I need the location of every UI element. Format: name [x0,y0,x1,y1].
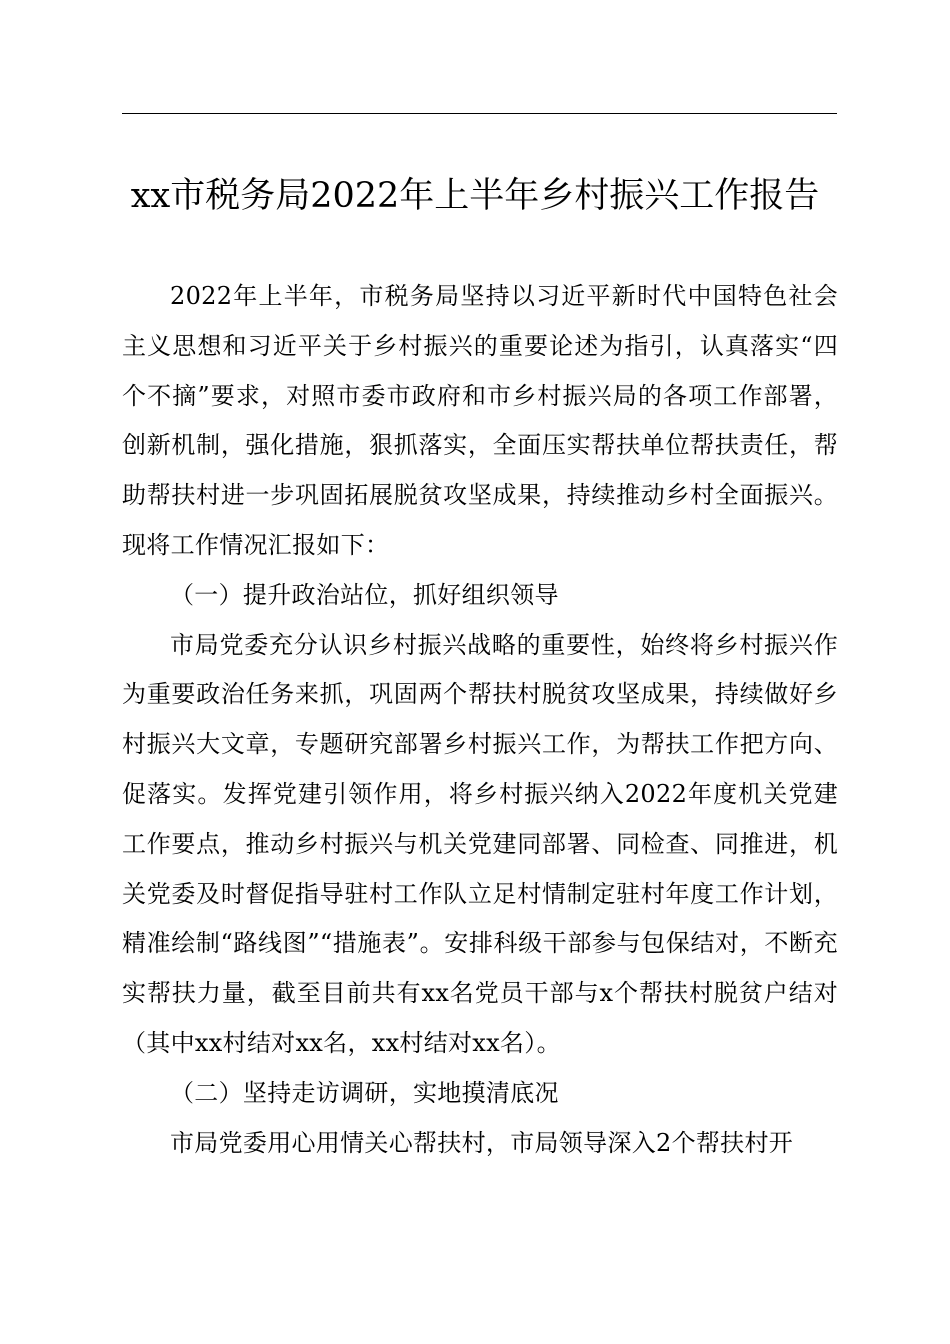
paragraph-intro: 2022年上半年，市税务局坚持以习近平新时代中国特色社会主义思想和习近平关于乡村振兴的重要论述为指引，认真落实“四个不摘”要求，对照市委市政府和市乡村振兴局的各项工作部署，创新机制，强化措施，狠抓落实，全面压实帮扶单位帮扶责任，帮助帮扶村进一步巩固拓展脱贫攻坚成果，持续推动乡村全面振兴。现将工作情况汇报如下： [122,282,838,559]
header-rule [122,113,837,114]
document-title: xx市税务局2022年上半年乡村振兴工作报告 [130,176,820,216]
document-body [122,272,838,1168]
section-heading-2: （二）坚持走访调研，实地摸清底况 [170,1078,559,1107]
section-heading-1: （一）提升政治站位，抓好组织领导 [170,580,559,609]
paragraph-section-1: 市局党委充分认识乡村振兴战略的重要性，始终将乡村振兴作为重要政治任务来抓，巩固两个帮扶村脱贫攻坚成果，持续做好乡村振兴大文章，专题研究部署乡村振兴工作，为帮扶工作把方向、促落实。发挥党建引领作用，将乡村振兴纳入2022年度机关党建工作要点，推动乡村振兴与机关党建同部署、同检查、同推进，机关党委及时督促指导驻村工作队立足村情制定驻村年度工作计划，精准绘制“路线图”“措施表”。安排科级干部参与包保结对，不断充实帮扶力量，截至目前共有xx名党员干部与x个帮扶村脱贫户结对（其中xx村结对xx名，xx村结对xx名）。 [122,630,838,1057]
paragraph-section-2: 市局党委用心用情关心帮扶村，市局领导深入2个帮扶村开 [170,1128,794,1157]
